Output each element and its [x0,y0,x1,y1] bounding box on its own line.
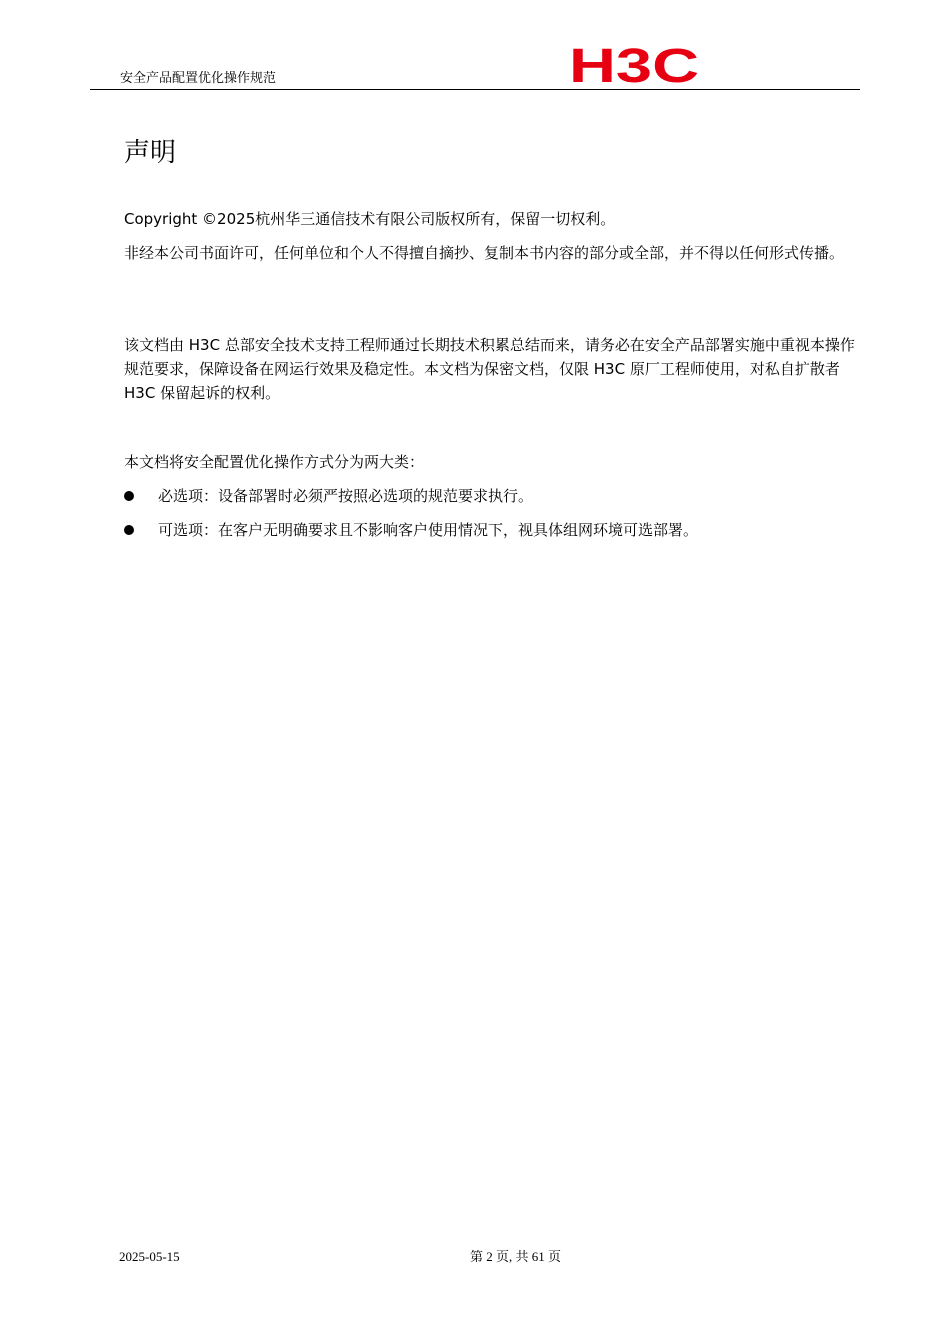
copyright-paragraph: Copyright ©2025杭州华三通信技术有限公司版权所有，保留一切权利。 [124,210,616,228]
document-title: 安全产品配置优化操作规范 [120,71,277,86]
bullet-icon [124,525,134,535]
page-title: 声明 [124,138,177,168]
footer-date: 2025-05-15 [119,1249,180,1264]
description-paragraph: 该文档由 H3C 总部安全技术支持工程师通过长期技术积累总结而来，请务必在安全产品部署实施中重视本操作规范要求，保障设备在网运行效果及稳定性。本文档为保密文档，仅限 H3C 原厂工程师使用，对私自扩散者 H3C 保留起诉的权利。 [124,336,855,402]
header-divider [90,89,860,90]
h3c-logo [568,44,700,84]
notice-paragraph: 非经本公司书面许可，任何单位和个人不得擅自摘抄、复制本书内容的部分或全部，并不得以任何形式传播。 [124,244,845,262]
list-item-text: 可选项：在客户无明确要求且不影响客户使用情况下，视具体组网环境可选部署。 [158,521,699,539]
bullet-icon [124,491,134,501]
intro-paragraph: 本文档将安全配置优化操作方式分为两大类： [124,453,425,471]
page-number: 第 2 页, 共 61 页 [470,1249,562,1264]
list-item-text: 必选项：设备部署时必须严按照必选项的规范要求执行。 [158,487,534,505]
logo-text: H3C [569,44,699,84]
